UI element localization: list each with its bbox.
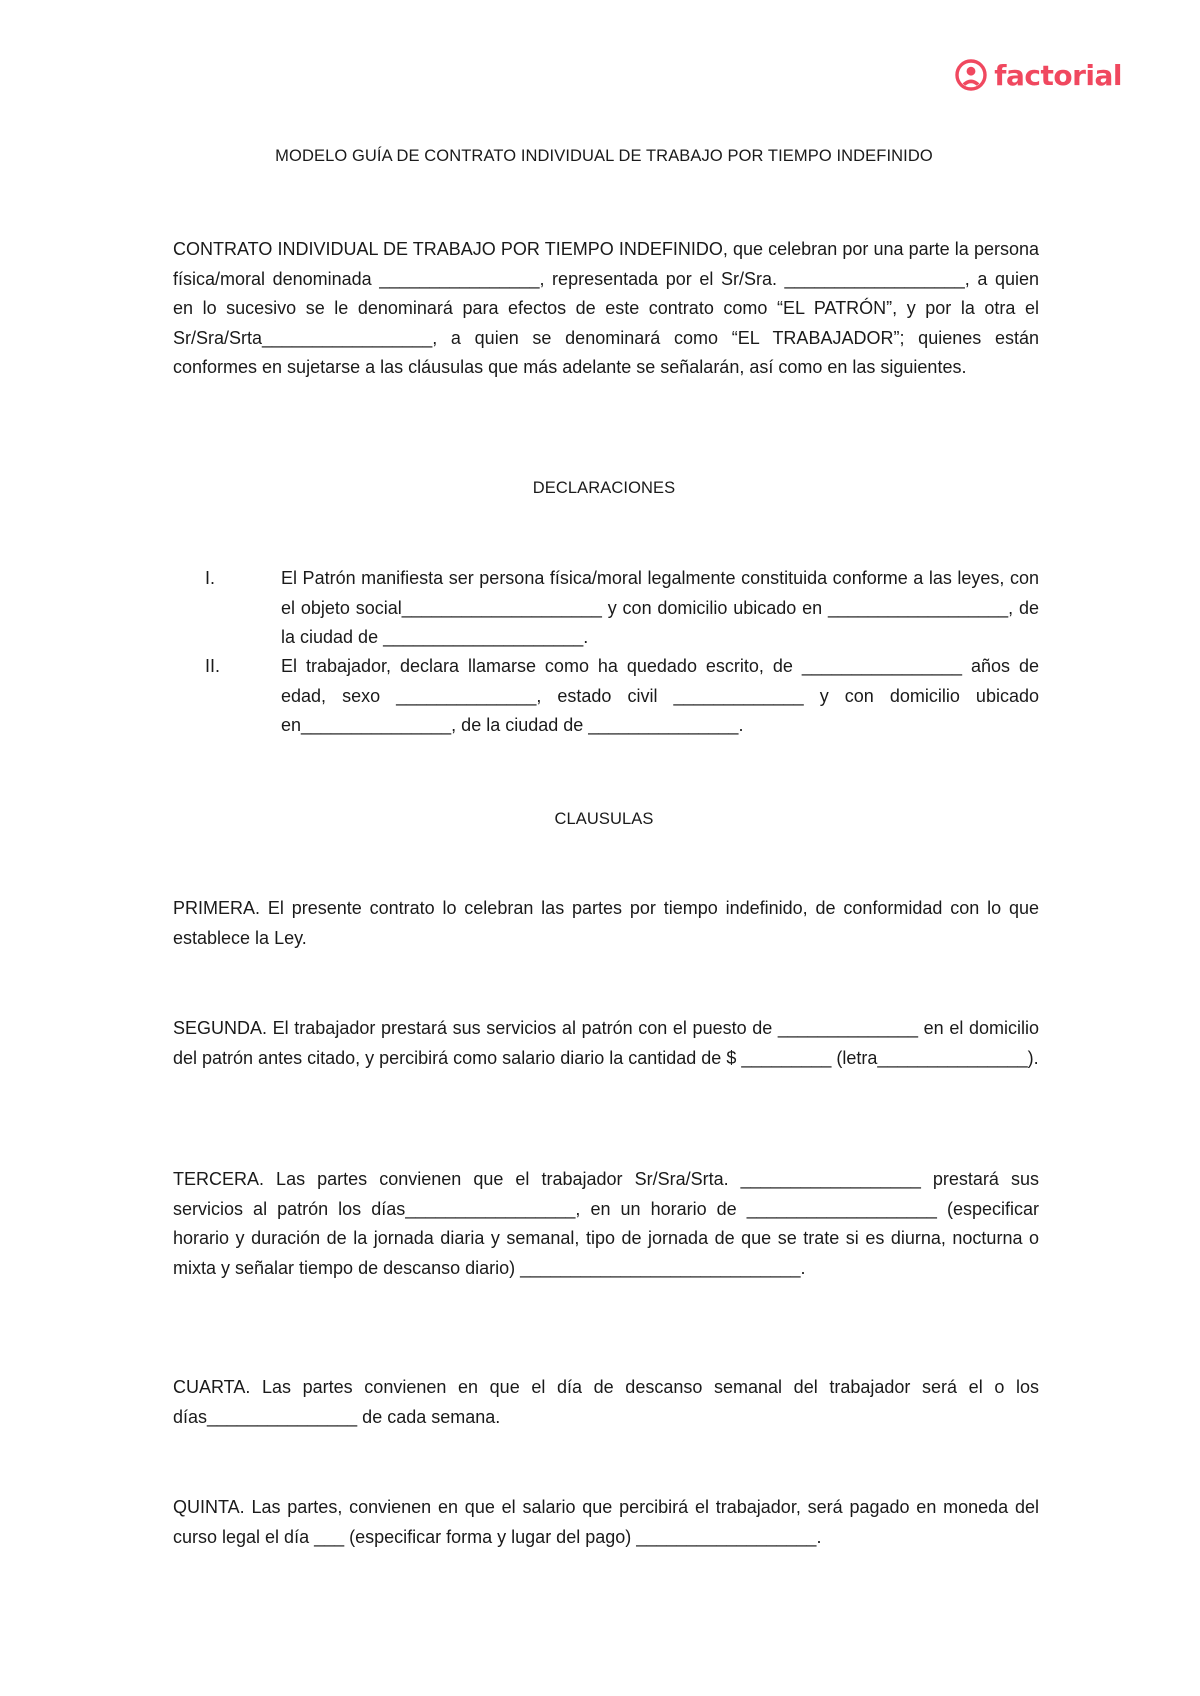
clausula-tercera: TERCERA. Las partes convienen que el trabajador Sr/Sra/Srta. __________________ prestará sus servicios al patrón los días_________________, en un horario de ___________________ (especificar horario y duración de la jornada diaria y semanal, tipo de jornada de que se trate si es diurna, nocturna o mixta y señalar tiempo de descanso diario) ____________________________. xyxy=(173,1169,1039,1278)
clausula-quinta: QUINTA. Las partes, convienen en que el salario que percibirá el trabajador, será pagado en moneda del curso legal el día ___ (especificar forma y lugar del pago) __________________. xyxy=(173,1497,1039,1547)
declaracion-number: II. xyxy=(205,656,221,676)
declaracion-text: El Patrón manifiesta ser persona física/moral legalmente constituida conforme a las leyes, con el objeto social____________________ y con domicilio ubicado en __________________, de la ciudad de ____________________. xyxy=(281,568,1039,647)
factorial-logo-icon xyxy=(954,58,988,92)
factorial-logo xyxy=(954,58,1122,92)
declaraciones-heading: DECLARACIONES xyxy=(532,479,676,497)
clausula-primera: PRIMERA. El presente contrato lo celebran las partes por tiempo indefinido, de conformidad con lo que establece la Ley. xyxy=(173,898,1039,948)
brand-name: factorial xyxy=(994,58,1122,92)
declaracion-item xyxy=(173,652,1039,741)
document-title: MODELO GUÍA DE CONTRATO INDIVIDUAL DE TRABAJO POR TIEMPO INDEFINIDO xyxy=(275,147,933,165)
declaracion-item xyxy=(173,564,1039,653)
clausulas-heading: CLAUSULAS xyxy=(554,810,654,828)
declaracion-text: El trabajador, declara llamarse como ha quedado escrito, de ________________ años de edad, sexo ______________, estado civil _____________ y con domicilio ubicado en_______________, de la ciudad de _______________. xyxy=(281,656,1039,735)
clausula-segunda: SEGUNDA. El trabajador prestará sus servicios al patrón con el puesto de ______________ en el domicilio del patrón antes citado, y percibirá como salario diario la cantidad de $ _________ (letra_______________). xyxy=(173,1018,1039,1068)
clausula-cuarta: CUARTA. Las partes convienen en que el día de descanso semanal del trabajador será el o los días_______________ de cada semana. xyxy=(173,1377,1039,1427)
intro-paragraph: CONTRATO INDIVIDUAL DE TRABAJO POR TIEMPO INDEFINIDO, que celebran por una parte la persona física/moral denominada ________________, representada por el Sr/Sra. __________________, a quien en lo sucesivo se le denominará para efectos de este contrato como “EL PATRÓN”, y por la otra el Sr/Sra/Srta_________________, a quien se denominará como “EL TRABAJADOR”; quienes están conformes en sujetarse a las cláusulas que más adelante se señalarán, así como en las siguientes. xyxy=(173,239,1039,377)
declaracion-number: I. xyxy=(205,568,216,588)
